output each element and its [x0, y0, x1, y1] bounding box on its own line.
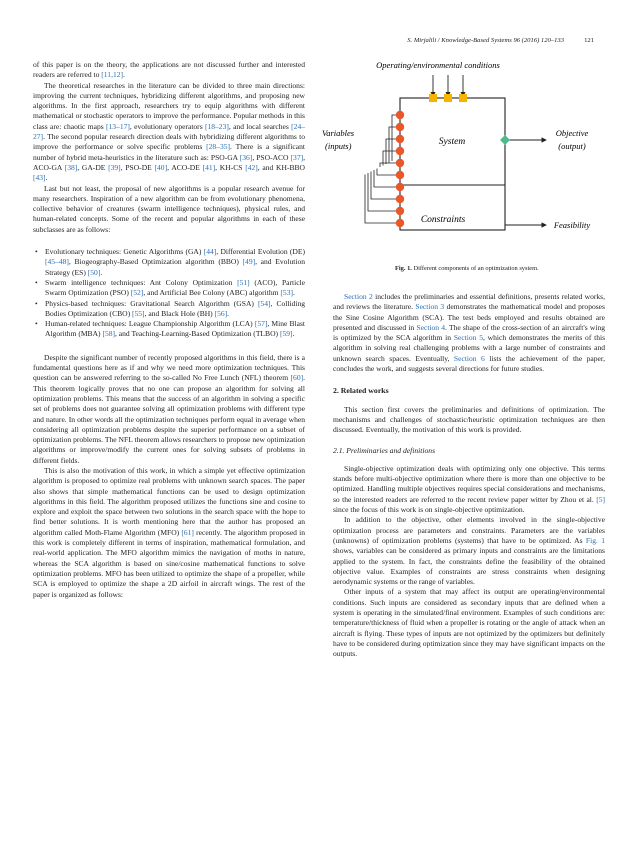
- variable-line: [386, 139, 396, 164]
- paragraph: In addition to the objective, other elements involved in the single-objective optimization process are parameters and constraints. Parameters are the variables (unknowns) of optimization problems (systems) that have to be optimized. As Fig. 1 shows, variables can be considered as primary inputs and constraints are the limitations applied to the system. In fact, the constraints define the feasibility of the obtained objective value. Examples of constraints are stress constraints when designing aerodynamic systems or the range of variables.: [333, 515, 605, 587]
- label-inputs: (inputs): [325, 141, 352, 151]
- citation-link[interactable]: Section 6: [453, 353, 485, 363]
- paragraph: The theoretical researches in the literature can be divided to three main directions: improving the current techniques, hybridizing different algorithms, and proposing new algorithms. In the first approach, researchers try to equip algorithms with different mathematical or stochastic operators to improve the performance. Popular methods in this class are: chaotic maps [13–17], evolutionary operators [18–23], and local searches [24–27]. The second popular research direction deals with hybridizing different algorithms to improve the performance or solve specific problems [28–35]. There is a significant number of hybrid meta-heuristics in the literature such as: PSO-GA [36], PSO-ACO [37], ACO-GA [38], GA-DE [39], PSO-DE [40], ACO-DE [41], KH-CS [42], and KH-BBO [43].: [33, 80, 306, 183]
- figure-caption-label: Fig. 1.: [395, 265, 412, 272]
- subsection-heading: 2.1. Preliminaries and definitions: [333, 445, 436, 455]
- system-box: [400, 98, 505, 230]
- citation-link[interactable]: Section 4: [416, 322, 446, 332]
- variable-line: [377, 169, 396, 176]
- input-node: [396, 123, 404, 131]
- citation-link[interactable]: Section 5: [453, 333, 483, 343]
- output-node: [500, 135, 510, 145]
- paragraph: Single-objective optimization deals with optimizing only one objective. This terms stands before multi-objective optimization where there is more than one objective to be optimized. Handling multiple objectives requires special considerations and mechanisms, so the interested readers are referred to the recent review paper witter by Zhou et al. [5] since the focus of this work is on single-objective optimization.: [333, 463, 605, 515]
- figure-caption-text: Different components of an optimization system.: [413, 265, 539, 272]
- citation-link[interactable]: [53]: [280, 288, 293, 298]
- citation-link[interactable]: Section 2: [344, 292, 373, 301]
- paragraph: Section 2 includes the preliminaries and essential definitions, presents related works, and reviews the literature. Section 3 demonstrates the mathematical model and proposes the Sine Cosine Algorithm (SCA). The test beds employed and results obtained are presented and discussed in Section 4. The shape of the cross-section of an aircraft's wing is optimized by the SCA algorithm in Section 5, which demonstrates the merits of this algorithm in solving real challenging problems with a large number of constraints and unknown search spaces. Eventually, Section 6 lists the achievement of the paper, concludes the work, and suggests several directions for future studies.: [333, 292, 606, 374]
- label-constraints: Constraints: [420, 215, 466, 225]
- citation-link[interactable]: [42]: [245, 162, 258, 172]
- citation-link[interactable]: [60]: [290, 373, 304, 383]
- list-item: • Swarm intelligence techniques: Ant Colony Optimization [51] (ACO), Particle Swarm Optimization (PSO) [52], and Artificial Bee Colony (ABC) algorithm [53].: [45, 278, 305, 299]
- variable-line: [368, 173, 396, 211]
- list-item: • Physics-based techniques: Gravitational Search Algorithm (GSA) [54], Colliding Bodies Optimization (CBO) [55], and Black Hole (BH) [56].: [45, 299, 305, 320]
- variable-line: [380, 163, 396, 167]
- header-journal-title: S. Mirjalili / Knowledge-Based Systems 96 (2016) 120–133: [407, 37, 564, 44]
- input-node: [396, 135, 404, 143]
- citation-link[interactable]: [49]: [242, 257, 256, 267]
- variable-line: [389, 127, 396, 163]
- list-item: • Evolutionary techniques: Genetic Algorithms (GA) [44], Differential Evolution (DE) [45–48], Biogeography-Based Optimization algorithm (BBO) [49], and Evolution Strategy (ES) [50].: [45, 247, 305, 278]
- citation-link[interactable]: [54]: [257, 298, 271, 308]
- citation-link[interactable]: [41]: [202, 162, 216, 172]
- input-node: [396, 171, 404, 179]
- algorithm-category-list: [33, 247, 305, 340]
- citation-link[interactable]: [56]: [214, 308, 228, 318]
- paragraph: of this paper is on the theory, the applications are not discussed further and interested readers are referred to [11,12].: [33, 60, 305, 80]
- label-operating-conditions: Operating/environmental conditions: [376, 60, 500, 70]
- citation-link[interactable]: [55]: [132, 308, 145, 318]
- citation-link[interactable]: [39]: [108, 162, 121, 172]
- optimization-system-diagram: [320, 55, 620, 265]
- header-page-number: 121: [584, 37, 594, 44]
- section-heading: 2. Related works: [333, 386, 389, 396]
- citation-link[interactable]: [45–48]: [45, 257, 69, 267]
- variable-line: [371, 172, 396, 200]
- left-column: [33, 60, 305, 600]
- citation-link[interactable]: [11,12]: [101, 70, 124, 80]
- citation-link[interactable]: [58]: [102, 329, 116, 339]
- citation-link[interactable]: [61]: [181, 527, 194, 537]
- citation-link[interactable]: [5]: [596, 494, 605, 504]
- citation-link[interactable]: [40]: [154, 162, 168, 172]
- variable-line: [392, 115, 396, 161]
- input-node: [396, 111, 404, 119]
- condition-node: [459, 94, 467, 102]
- citation-link[interactable]: [13–17]: [105, 121, 130, 131]
- paragraph: Despite the significant number of recently proposed algorithms in this field, there is a fundamental questions here as if and why we need more optimization techniques. This question can be answered referring to the so-called No Free Lunch (NFL) theorem [60]. This theorem logically proves that no one can propose an algorithm for solving all optimization problems. This means that the success of an algorithm in solving a specific set of problems does not guarantee solving all optimization problems with different type and nature. In other words all the optimization techniques perform equal in average when considering all optimization problems despite the superior performance on a subset of optimization problems. The NFL theorem allows researchers to propose new optimization algorithms or improve/modify the current ones for solving subsets of problems in different fields.: [33, 352, 305, 465]
- figure-caption: [395, 265, 539, 272]
- citation-link[interactable]: [36]: [239, 152, 253, 162]
- citation-link[interactable]: [37]: [290, 152, 304, 162]
- list-item: • Human-related techniques: League Championship Algorithm (LCA) [57], Mine Blast Algorithm (MBA) [58], and Teaching-Learning-Based Optimization (TLBO) [59].: [45, 319, 305, 340]
- label-objective: Objective: [555, 128, 589, 138]
- input-node: [396, 195, 404, 203]
- citation-link[interactable]: [59]: [279, 329, 293, 339]
- citation-link[interactable]: Fig. 1: [585, 535, 605, 545]
- running-header: [0, 37, 638, 49]
- citation-link[interactable]: [44]: [203, 247, 217, 257]
- input-node: [396, 219, 404, 227]
- input-node: [396, 147, 404, 155]
- condition-node: [444, 94, 452, 102]
- paragraph: Last but not least, the proposal of new algorithms is a popular research avenue for many researchers. Inspiration of a new algorithm can be from evolutionary phenomena, collective behavior of creatures (swarm intelligence techniques), physical rules, and human-related concepts. Some of the recent and popular algorithms in each of these subclasses are as follows:: [33, 183, 305, 234]
- diagram-shapes: [365, 75, 546, 230]
- citation-link[interactable]: [38]: [64, 162, 78, 172]
- citation-link[interactable]: [18–23]: [204, 121, 229, 131]
- input-node: [396, 183, 404, 191]
- condition-node: [429, 94, 437, 102]
- paragraph: This section first covers the preliminaries and definitions of optimization. The mechanisms and challenges of stochastic/heuristic optimization techniques are then discussed. Eventually, the motivation of this work is provided.: [333, 404, 605, 435]
- label-feasibility: Feasibility: [553, 220, 591, 230]
- paragraph: This is also the motivation of this work, in which a simple yet effective optimization algorithm is proposed to optimize real problems with unknown search spaces. The paper also shows that simple mathematical functions can be used to design optimization algorithms in this field. The algorithm proposed utilizes the functions sine and cosine to explore and exploit the space between two solutions in the search space with the hope to find better solutions. It is worth mentioning here that the author has proposed an algorithm called Moth-Flame Algorithm (MFO) [61] recently. The algorithm proposed in this work is completely different in terms of inspiration, mathematical formulation, and real-world application. The MFO algorithm mimics the navigation of moths in nature, whereas the SCA algorithm is based on sine/cosine mathematical functions to solve optimization problems. MFO has been utilized to optimize the shape of a propeller, while SCA is employed to optimize the shape a 2D airfoil in aircraft wings. The rest of the paper is organized as follows:: [33, 465, 305, 599]
- label-system: System: [438, 137, 466, 147]
- citation-link[interactable]: [24–27]: [33, 121, 306, 142]
- label-output: (output): [558, 141, 586, 151]
- citation-link[interactable]: [28–35]: [206, 142, 231, 152]
- citation-link[interactable]: [51]: [237, 277, 250, 287]
- input-node: [396, 159, 404, 167]
- right-column: [333, 292, 605, 660]
- citation-link[interactable]: [43]: [33, 173, 46, 183]
- citation-link[interactable]: [50]: [87, 267, 101, 277]
- input-node: [396, 207, 404, 215]
- paragraph: Other inputs of a system that may affect its output are operating/environmental conditions. Such inputs are considered as secondary inputs that are defined when a system is operating in the simulated/final environment. Examples of such conditions are: temperature/thickness of fluid when a propeller is rotating or the angle of attack when an aircraft is flying. These types of inputs are not optimized by the optimizers but definitely have to be considered during optimization since they may have significant impacts on the outputs.: [333, 587, 605, 659]
- citation-link[interactable]: [52]: [130, 288, 144, 298]
- citation-link[interactable]: [57]: [254, 319, 268, 329]
- label-variables: Variables: [322, 128, 355, 138]
- figure-optimization-system: [320, 55, 620, 280]
- citation-link[interactable]: Section 3: [415, 302, 445, 312]
